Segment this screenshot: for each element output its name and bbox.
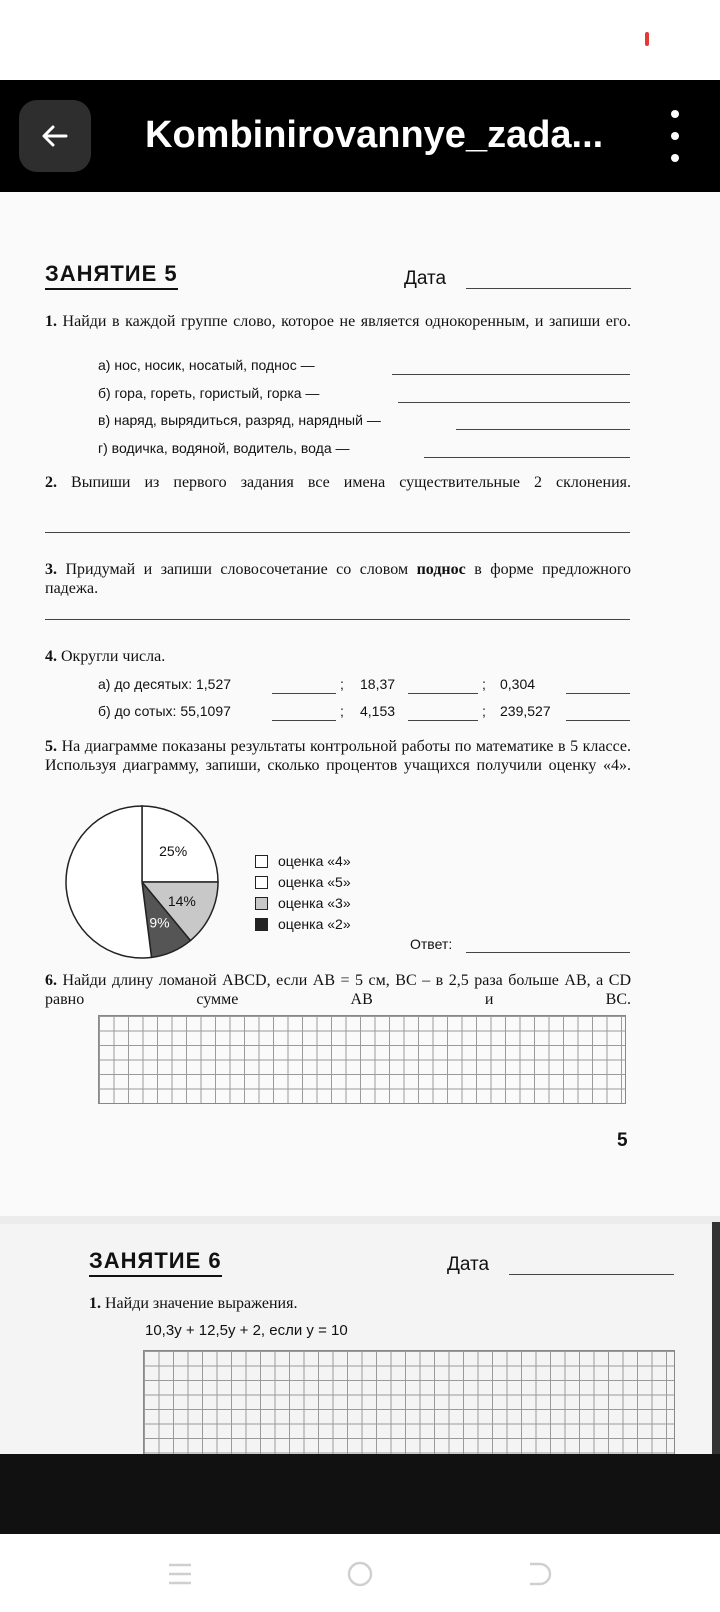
task-4-row-b-label: б) до сотых: 55,1097 (98, 703, 231, 719)
pie-data-label: 25% (159, 842, 188, 859)
more-options-button[interactable] (660, 110, 690, 162)
page-edge-shadow (712, 1222, 720, 1454)
date-line (466, 288, 631, 289)
answer-line (466, 952, 630, 953)
back-button[interactable] (19, 100, 91, 172)
document-viewer[interactable] (0, 192, 720, 1454)
more-vert-icon (671, 110, 679, 118)
task-1-text: 1. Найди в каждой группе слово, которое не является однокоренным, и запиши его. (45, 313, 631, 330)
task-4-text: 4. Округли числа. (45, 648, 166, 665)
lesson-title: ЗАНЯТИЕ 5 (45, 261, 178, 290)
back-arrow-icon (40, 121, 70, 151)
legend-item-2: оценка «2» (255, 916, 351, 932)
task-1-item-a: а) нос, носик, носатый, поднос — (98, 357, 315, 373)
task-4-row-a-label: а) до десятых: 1,527 (98, 676, 232, 692)
task-6-text: 6. Найди длину ломаной ABCD, если AB = 5 см, BC – в 2,5 раза больше AB, а CD равно сумме AB и BC. (45, 972, 632, 1008)
pie-data-label: 9% (149, 914, 170, 931)
document-page-5: ЗАНЯТИЕ 5 Дата 1. Найди в каждой группе слово, которое не является однокоренным, и запиши его. а) нос, носик, носатый, поднос — б) гора, гореть, гористый, горка — в) наряд, вырядиться, разряд, нарядный — г) водичка, водяной, водитель, вода — 2. Выпиши из первого задания все имена существительные 2 склонения. 3. Придумай и запиши словосочетание со словом поднос в форме предложного падежа. 4. Округли числа. а) до десятых: 1,527 ; 18,37 ; 0,304 б) до сотых: 55,1097 ; 4,153 ; 239,527 5. На диаграмме показаны результаты контрольной работы по математике в 5 классе. Используя диаграмму, запиши, сколько процентов учащихся получили оценку «4». 25% 14% 9% оценка «4» оценка «5» оценка «3» оценка «2» Ответ: 6. Найди длину ломаной ABCD, если AB = 5 см, BC – в 2,5 раза больше AB, а CD равно сумме AB и BC. 5 (0, 192, 720, 1216)
document-title: Kombinirovannye_zada... (145, 114, 604, 156)
home-icon (346, 1560, 374, 1588)
task-2-text: 2. Выпиши из первого задания все имена существительные 2 склонения. (45, 474, 632, 491)
recent-apps-button[interactable] (160, 1556, 200, 1592)
back-nav-button[interactable] (520, 1556, 560, 1592)
legend-item-4: оценка «4» (255, 853, 351, 869)
recent-apps-icon (167, 1562, 193, 1586)
pie-slice-4 (66, 806, 152, 958)
viewer-bottom-area (0, 1454, 720, 1534)
document-page-6 (0, 1224, 720, 1454)
back-gesture-icon (526, 1561, 554, 1587)
pie-data-label: 14% (167, 892, 196, 909)
page-number: 5 (617, 1130, 628, 1151)
home-button[interactable] (340, 1556, 380, 1592)
status-bar (0, 0, 720, 80)
date-label-6: Дата (447, 1254, 490, 1275)
date-label: Дата (404, 268, 447, 289)
legend-item-3: оценка «3» (255, 895, 351, 911)
answer-label: Ответ: (410, 936, 453, 952)
app-bar (0, 80, 720, 192)
task-3-text: 3. Придумай и запиши словосочетание со словом поднос в форме предложного падежа. (45, 561, 632, 597)
task-1-item-b: б) гора, гореть, гористый, горка — (98, 385, 320, 401)
system-nav-bar (0, 1534, 720, 1612)
expression: 10,3y + 12,5y + 2, если y = 10 (145, 1322, 348, 1339)
answer-grid-6 (143, 1350, 675, 1454)
answer-grid (98, 1015, 626, 1104)
task-5-text: 5. На диаграмме показаны результаты контрольной работы по математике в 5 классе. Используя диаграмму, запиши, сколько процентов учащихся получили оценку «4». (45, 738, 632, 774)
lesson-title-6: ЗАНЯТИЕ 6 (89, 1248, 222, 1277)
legend-item-5: оценка «5» (255, 874, 351, 890)
recording-indicator-icon (645, 32, 649, 46)
task-1-item-d: г) водичка, водяной, водитель, вода — (98, 440, 350, 456)
pie-chart (62, 802, 222, 962)
task-6-1-text: 1. Найди значение выражения. (89, 1295, 298, 1312)
task-1-item-c: в) наряд, вырядиться, разряд, нарядный — (98, 412, 381, 428)
